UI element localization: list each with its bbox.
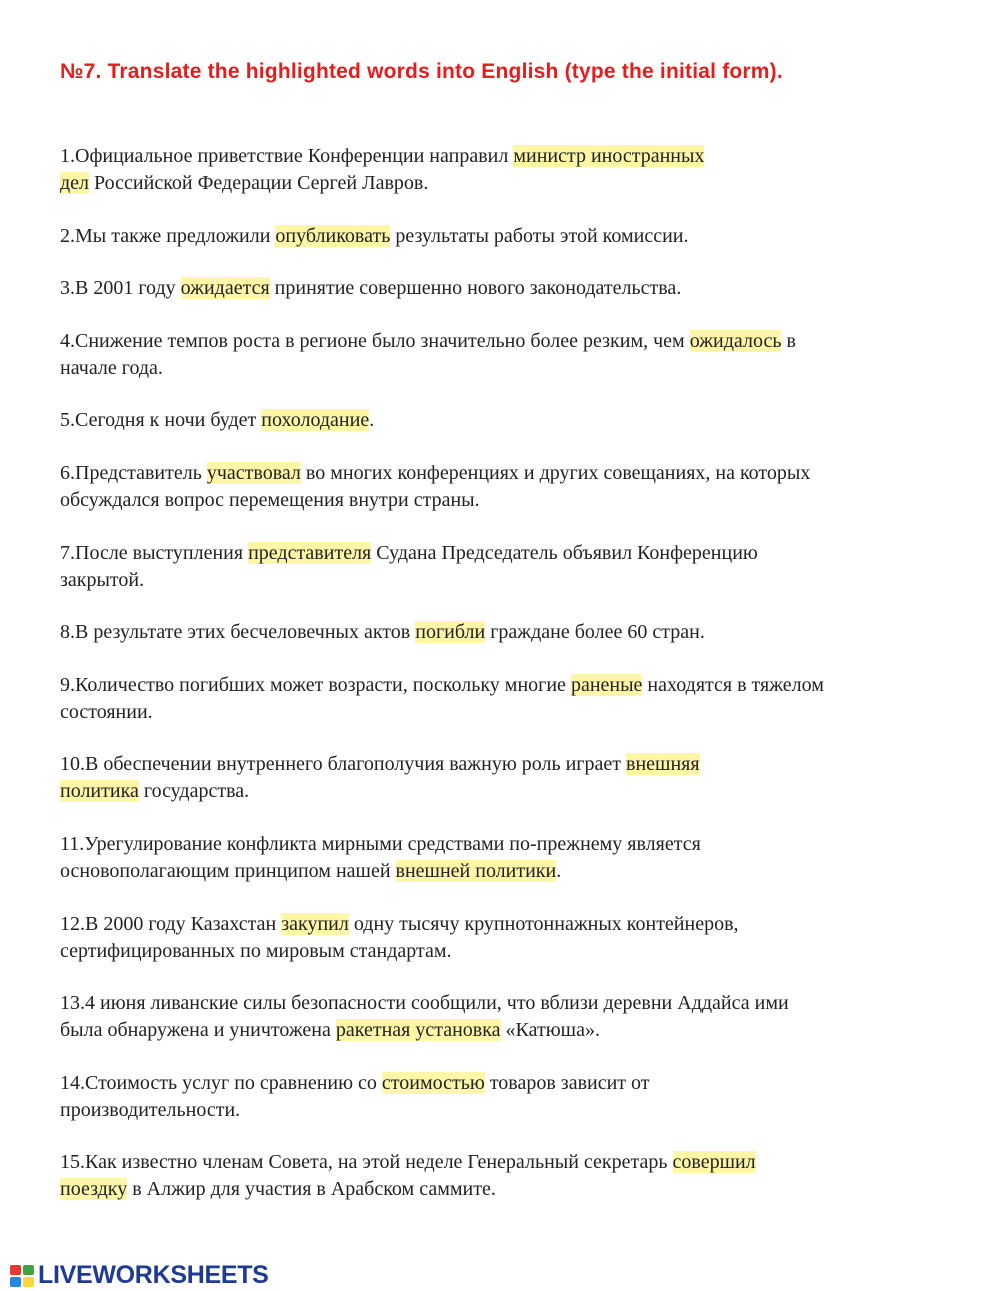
sentence-line bbox=[60, 699, 950, 726]
sentence-item bbox=[60, 540, 950, 594]
sentence-text: 15.Как известно членам Совета, на этой неделе Генеральный секретарь bbox=[60, 1151, 673, 1174]
sentence-item bbox=[60, 223, 950, 250]
sentence-text: . bbox=[556, 859, 562, 882]
highlighted-word: участвовал bbox=[206, 461, 301, 484]
sentence-line bbox=[60, 858, 950, 885]
sentence-item bbox=[60, 751, 950, 805]
sentence-text: находятся в тяжелом bbox=[642, 673, 824, 696]
sentence-text: результаты работы этой комиссии. bbox=[390, 224, 689, 247]
highlighted-word: ожидалось bbox=[689, 329, 782, 352]
sentence-text: производительности. bbox=[60, 1098, 241, 1121]
logo-square bbox=[10, 1277, 21, 1287]
sentence-item bbox=[60, 619, 950, 646]
sentence-text: 10.В обеспечении внутреннего благополучия важную роль играет bbox=[60, 753, 627, 776]
sentence-line bbox=[60, 911, 950, 938]
sentence-line bbox=[60, 672, 950, 699]
sentence-text: обсуждался вопрос перемещения внутри страны. bbox=[60, 488, 480, 511]
sentence-item bbox=[60, 275, 950, 302]
sentence-text: 6.Представитель bbox=[60, 461, 207, 484]
highlighted-word: представителя bbox=[248, 541, 372, 564]
sentence-item bbox=[60, 143, 950, 197]
highlighted-word: совершил bbox=[672, 1151, 756, 1174]
sentence-item bbox=[60, 831, 950, 885]
sentence-text: . bbox=[369, 409, 375, 432]
sentence-text: 13.4 июня ливанские силы безопасности сообщили, что вблизи деревни Аддайса ими bbox=[60, 992, 789, 1015]
logo-square bbox=[23, 1265, 34, 1275]
highlighted-word: внешняя bbox=[626, 753, 700, 776]
sentence-text: основополагающим принципом нашей bbox=[60, 859, 396, 882]
sentence-text: 11.Урегулирование конфликта мирными средствами по-прежнему является bbox=[60, 832, 701, 855]
sentence-line bbox=[60, 831, 950, 858]
sentence-text: 1.Официальное приветствие Конференции направил bbox=[60, 145, 514, 167]
highlighted-word: опубликовать bbox=[275, 224, 391, 247]
sentence-text: 9.Количество погибших может возрасти, поскольку многие bbox=[60, 673, 571, 696]
sentence-text: состоянии. bbox=[60, 700, 153, 723]
sentence-line bbox=[60, 990, 950, 1017]
sentence-text: 4.Снижение темпов роста в регионе было значительно более резким, чем bbox=[60, 329, 690, 352]
sentence-text: Российской Федерации Сергей Лавров. bbox=[89, 172, 429, 194]
sentence-item bbox=[60, 1070, 950, 1124]
sentence-line bbox=[60, 1097, 950, 1124]
sentence-line bbox=[60, 778, 950, 805]
sentence-item bbox=[60, 407, 950, 434]
logo-text: LIVEWORKSHEETS bbox=[38, 1261, 269, 1289]
sentence-line bbox=[60, 540, 950, 567]
logo-square bbox=[23, 1277, 34, 1287]
highlighted-word: стоимостью bbox=[381, 1071, 485, 1094]
sentence-text: «Катюша». bbox=[500, 1019, 600, 1042]
highlighted-word: раненые bbox=[570, 673, 643, 696]
highlighted-word: ожидается bbox=[180, 277, 270, 300]
highlighted-word: политика bbox=[60, 780, 139, 803]
sentence-text: сертифицированных по мировым стандартам. bbox=[60, 939, 452, 962]
sentence-text: граждане более 60 стран. bbox=[485, 621, 705, 644]
sentence-text: 5.Сегодня к ночи будет bbox=[60, 409, 262, 432]
highlighted-word: ракетная установка bbox=[335, 1019, 501, 1042]
sentence-text: 14.Стоимость услуг по сравнению со bbox=[60, 1071, 382, 1094]
sentence-list bbox=[60, 143, 950, 1229]
sentence-line bbox=[60, 1017, 950, 1044]
sentence-text: товаров зависит от bbox=[484, 1071, 650, 1094]
sentence-line bbox=[60, 355, 950, 382]
highlighted-word: министр иностранных bbox=[513, 145, 705, 167]
sentence-line bbox=[60, 223, 950, 250]
highlighted-word: закупил bbox=[281, 912, 349, 935]
sentence-line bbox=[60, 407, 950, 434]
sentence-line bbox=[60, 143, 950, 170]
logo-square bbox=[10, 1265, 21, 1275]
sentence-line bbox=[60, 1149, 950, 1176]
sentence-text: в bbox=[781, 329, 796, 352]
sentence-text: 8.В результате этих бесчеловечных актов bbox=[60, 621, 416, 644]
sentence-item bbox=[60, 328, 950, 382]
highlighted-word: погибли bbox=[415, 621, 486, 644]
sentence-text: 3.В 2001 году bbox=[60, 277, 181, 300]
sentence-line bbox=[60, 751, 950, 778]
footer-logo bbox=[10, 1261, 269, 1290]
sentence-text: была обнаружена и уничтожена bbox=[60, 1019, 336, 1042]
sentence-text: во многих конференциях и других совещаниях, на которых bbox=[300, 461, 811, 484]
sentence-line bbox=[60, 275, 950, 302]
highlighted-word: внешней политики bbox=[395, 859, 557, 882]
sentence-text: 12.В 2000 году Казахстан bbox=[60, 912, 282, 935]
sentence-text: в Алжир для участия в Арабском саммите. bbox=[127, 1178, 496, 1201]
sentence-line bbox=[60, 170, 950, 197]
sentence-line bbox=[60, 567, 950, 594]
sentence-item bbox=[60, 1149, 950, 1203]
sentence-text: государства. bbox=[138, 780, 250, 803]
sentence-text: 7.После выступления bbox=[60, 541, 249, 564]
sentence-line bbox=[60, 1070, 950, 1097]
sentence-text: принятие совершенно нового законодательства. bbox=[269, 277, 682, 300]
sentence-text: закрытой. bbox=[60, 568, 145, 591]
sentence-item bbox=[60, 460, 950, 514]
sentence-line bbox=[60, 487, 950, 514]
sentence-line bbox=[60, 1176, 950, 1203]
sentence-text: одну тысячу крупнотоннажных контейнеров, bbox=[348, 912, 739, 935]
sentence-line bbox=[60, 938, 950, 965]
sentence-text: 2.Мы также предложили bbox=[60, 224, 276, 247]
highlighted-word: похолодание bbox=[261, 409, 370, 432]
exercise-title: №7. Translate the highlighted words into English (type the initial form). bbox=[60, 60, 783, 83]
highlighted-word: поездку bbox=[60, 1178, 128, 1201]
sentence-line bbox=[60, 328, 950, 355]
sentence-line bbox=[60, 619, 950, 646]
liveworksheets-logo-icon bbox=[10, 1265, 34, 1287]
highlighted-word: дел bbox=[60, 172, 90, 194]
sentence-item bbox=[60, 990, 950, 1044]
sentence-text: начале года. bbox=[60, 356, 163, 379]
sentence-item bbox=[60, 911, 950, 965]
sentence-item bbox=[60, 672, 950, 726]
sentence-text: Судана Председатель объявил Конференцию bbox=[371, 541, 758, 564]
sentence-line bbox=[60, 460, 950, 487]
